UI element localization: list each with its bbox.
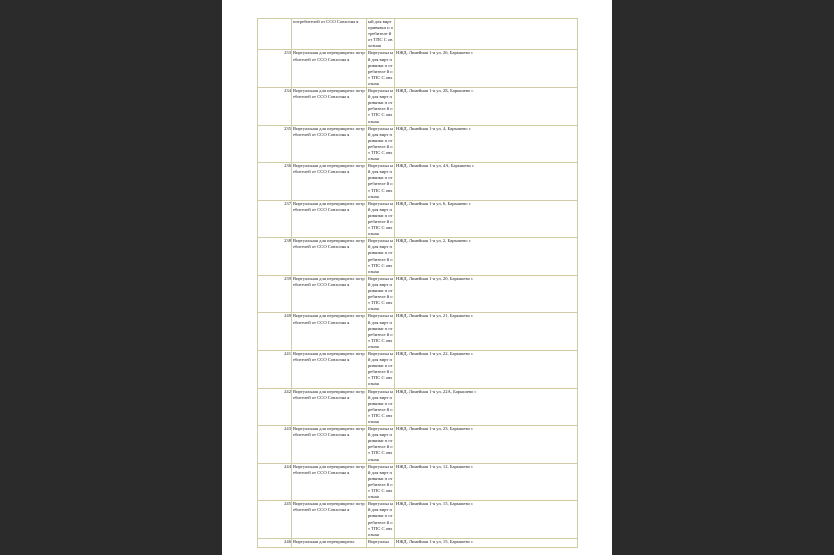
row-number-cell: 238 bbox=[258, 238, 292, 276]
table-row bbox=[258, 163, 578, 201]
name-cell: Виртуальная для переприкрепл потребителей от ССО Совхозна я bbox=[292, 426, 367, 464]
name-cell: Виртуальная для переприкрепл потребителей от ССО Совхозна я bbox=[292, 50, 367, 88]
name-cell: Виртуальная для переприкрепл потребителей от ССО Совхозна я bbox=[292, 238, 367, 276]
address-cell bbox=[395, 19, 578, 50]
data-table bbox=[257, 18, 578, 548]
type-cell: Виртуальн ый для вирт привязки п отребителе й от ТПС С овхозная bbox=[368, 313, 394, 349]
table-row bbox=[258, 313, 578, 351]
table-row bbox=[258, 88, 578, 126]
name-cell: Виртуальная для переприкрепл потребителей от ССО Совхозна я bbox=[292, 88, 367, 126]
row-number-cell: 239 bbox=[258, 275, 292, 313]
address-cell: НЖД, Линейная 1-я ул, 4А, Барышево с bbox=[395, 163, 578, 201]
row-number-cell: 234 bbox=[258, 88, 292, 126]
table-row bbox=[258, 50, 578, 88]
name-cell: Виртуальная для переприкрепл потребителей от ССО Совхозна я bbox=[292, 163, 367, 201]
table-row bbox=[258, 275, 578, 313]
row-number-cell bbox=[258, 19, 292, 50]
table-row bbox=[258, 426, 578, 464]
address-cell: НЖД, Линейная 1-я ул, 15, Барышево с bbox=[395, 501, 578, 539]
type-cell: Виртуальн ый для вирт привязки п отребителе й от ТПС С овхозная bbox=[368, 463, 394, 500]
address-cell: НЖД, Линейная 1-я ул, 22, Барышево с bbox=[395, 350, 578, 388]
address-cell: НЖД, Линейная 1-я ул, 2Б, Барышево с bbox=[395, 88, 578, 126]
address-cell: НЖД, Линейная 1-я ул, 21, Барышево с bbox=[395, 313, 578, 351]
address-cell: НЖД, Линейная 1-я ул, 26, Барышево с bbox=[395, 50, 578, 88]
row-number-cell: 233 bbox=[258, 50, 292, 88]
name-cell: Виртуальная для переприкрепл потребителей от ССО Совхозна я bbox=[292, 275, 367, 313]
type-cell: Виртуальн ый для вирт привязки п отребителе й от ТПС С овхозная bbox=[368, 238, 394, 274]
table-row bbox=[258, 238, 578, 276]
row-number-cell: 241 bbox=[258, 350, 292, 388]
row-number-cell: 237 bbox=[258, 200, 292, 238]
type-cell: ый для вирт привязки п отребителе й от ТПС С овхозная bbox=[368, 19, 393, 49]
name-cell: Виртуальная для переприкрепл потребителей от ССО Совхозна я bbox=[292, 350, 367, 388]
name-cell: Виртуальная для переприкрепл потребителей от ССО Совхозна я bbox=[292, 501, 367, 539]
name-cell: Виртуальная для переприкрепл потребителей от ССО Совхозна я bbox=[292, 313, 367, 351]
address-cell: НЖД, Линейная 1-я ул, 15, Барышево с bbox=[395, 538, 578, 547]
type-cell: Виртуальн ый для вирт привязки п отребителе й от ТПС С овхозная bbox=[368, 163, 394, 199]
table-row bbox=[258, 538, 578, 547]
type-cell: Виртуальн ый для вирт привязки п отребителе й от ТПС С овхозная bbox=[368, 426, 394, 462]
row-number-cell: 244 bbox=[258, 463, 292, 501]
type-cell: Виртуальн ый для вирт привязки п отребителе й от ТПС С овхозная bbox=[368, 275, 394, 312]
table-row bbox=[258, 350, 578, 388]
address-cell: НЖД, Линейная 1-я ул, 23, Барышево с bbox=[395, 426, 578, 464]
name-cell: Виртуальная для переприкрепл bbox=[292, 538, 367, 547]
row-number-cell: 236 bbox=[258, 163, 292, 201]
address-cell: НЖД, Линейная 1-я ул, 20, Барышево с bbox=[395, 275, 578, 313]
row-number-cell: 243 bbox=[258, 426, 292, 464]
address-cell: НЖД, Линейная 1-я ул, 22А, Барышево с bbox=[395, 388, 578, 426]
table-row bbox=[258, 501, 578, 539]
table-row bbox=[258, 125, 578, 163]
row-number-cell: 235 bbox=[258, 125, 292, 163]
type-cell: Виртуальн ый для вирт привязки п отребителе й от ТПС С овхозная bbox=[368, 388, 394, 424]
type-cell: Виртуальн ый для вирт привязки п отребителе й от ТПС С овхозная bbox=[368, 350, 394, 387]
type-cell: Виртуальн ый для вирт привязки п отребителе й от ТПС С овхозная bbox=[368, 125, 394, 162]
type-cell: Виртуальн bbox=[367, 538, 395, 547]
table-row bbox=[258, 388, 578, 426]
address-cell: НЖД, Линейная 1-я ул, 4, Барышево с bbox=[395, 125, 578, 163]
name-cell: потребителей от ССО Совхозна я bbox=[292, 19, 367, 50]
name-cell: Виртуальная для переприкрепл потребителей от ССО Совхозна я bbox=[292, 200, 367, 238]
type-cell: Виртуальн ый для вирт привязки п отребителе й от ТПС С овхозная bbox=[368, 50, 394, 86]
table-row bbox=[258, 463, 578, 501]
document-page bbox=[222, 0, 612, 555]
address-cell: НЖД, Линейная 1-я ул, 6, Барышево с bbox=[395, 200, 578, 238]
table-row bbox=[258, 200, 578, 238]
table-row bbox=[258, 19, 578, 50]
row-number-cell: 242 bbox=[258, 388, 292, 426]
row-number-cell: 246 bbox=[258, 538, 292, 547]
name-cell: Виртуальная для переприкрепл потребителей от ССО Совхозна я bbox=[292, 388, 367, 426]
row-number-cell: 245 bbox=[258, 501, 292, 539]
type-cell: Виртуальн ый для вирт привязки п отребителе й от ТПС С овхозная bbox=[368, 200, 394, 237]
address-cell: НЖД, Линейная 1-я ул, 12, Барышево с bbox=[395, 463, 578, 501]
type-cell: Виртуальн ый для вирт привязки п отребителе й от ТПС С овхозная bbox=[368, 501, 394, 537]
name-cell: Виртуальная для переприкрепл потребителей от ССО Совхозна я bbox=[292, 125, 367, 163]
name-cell: Виртуальная для переприкрепл потребителей от ССО Совхозна я bbox=[292, 463, 367, 501]
row-number-cell: 240 bbox=[258, 313, 292, 351]
address-cell: НЖД, Линейная 1-я ул, 2, Барышево с bbox=[395, 238, 578, 276]
type-cell: Виртуальн ый для вирт привязки п отребителе й от ТПС С овхозная bbox=[368, 88, 394, 124]
